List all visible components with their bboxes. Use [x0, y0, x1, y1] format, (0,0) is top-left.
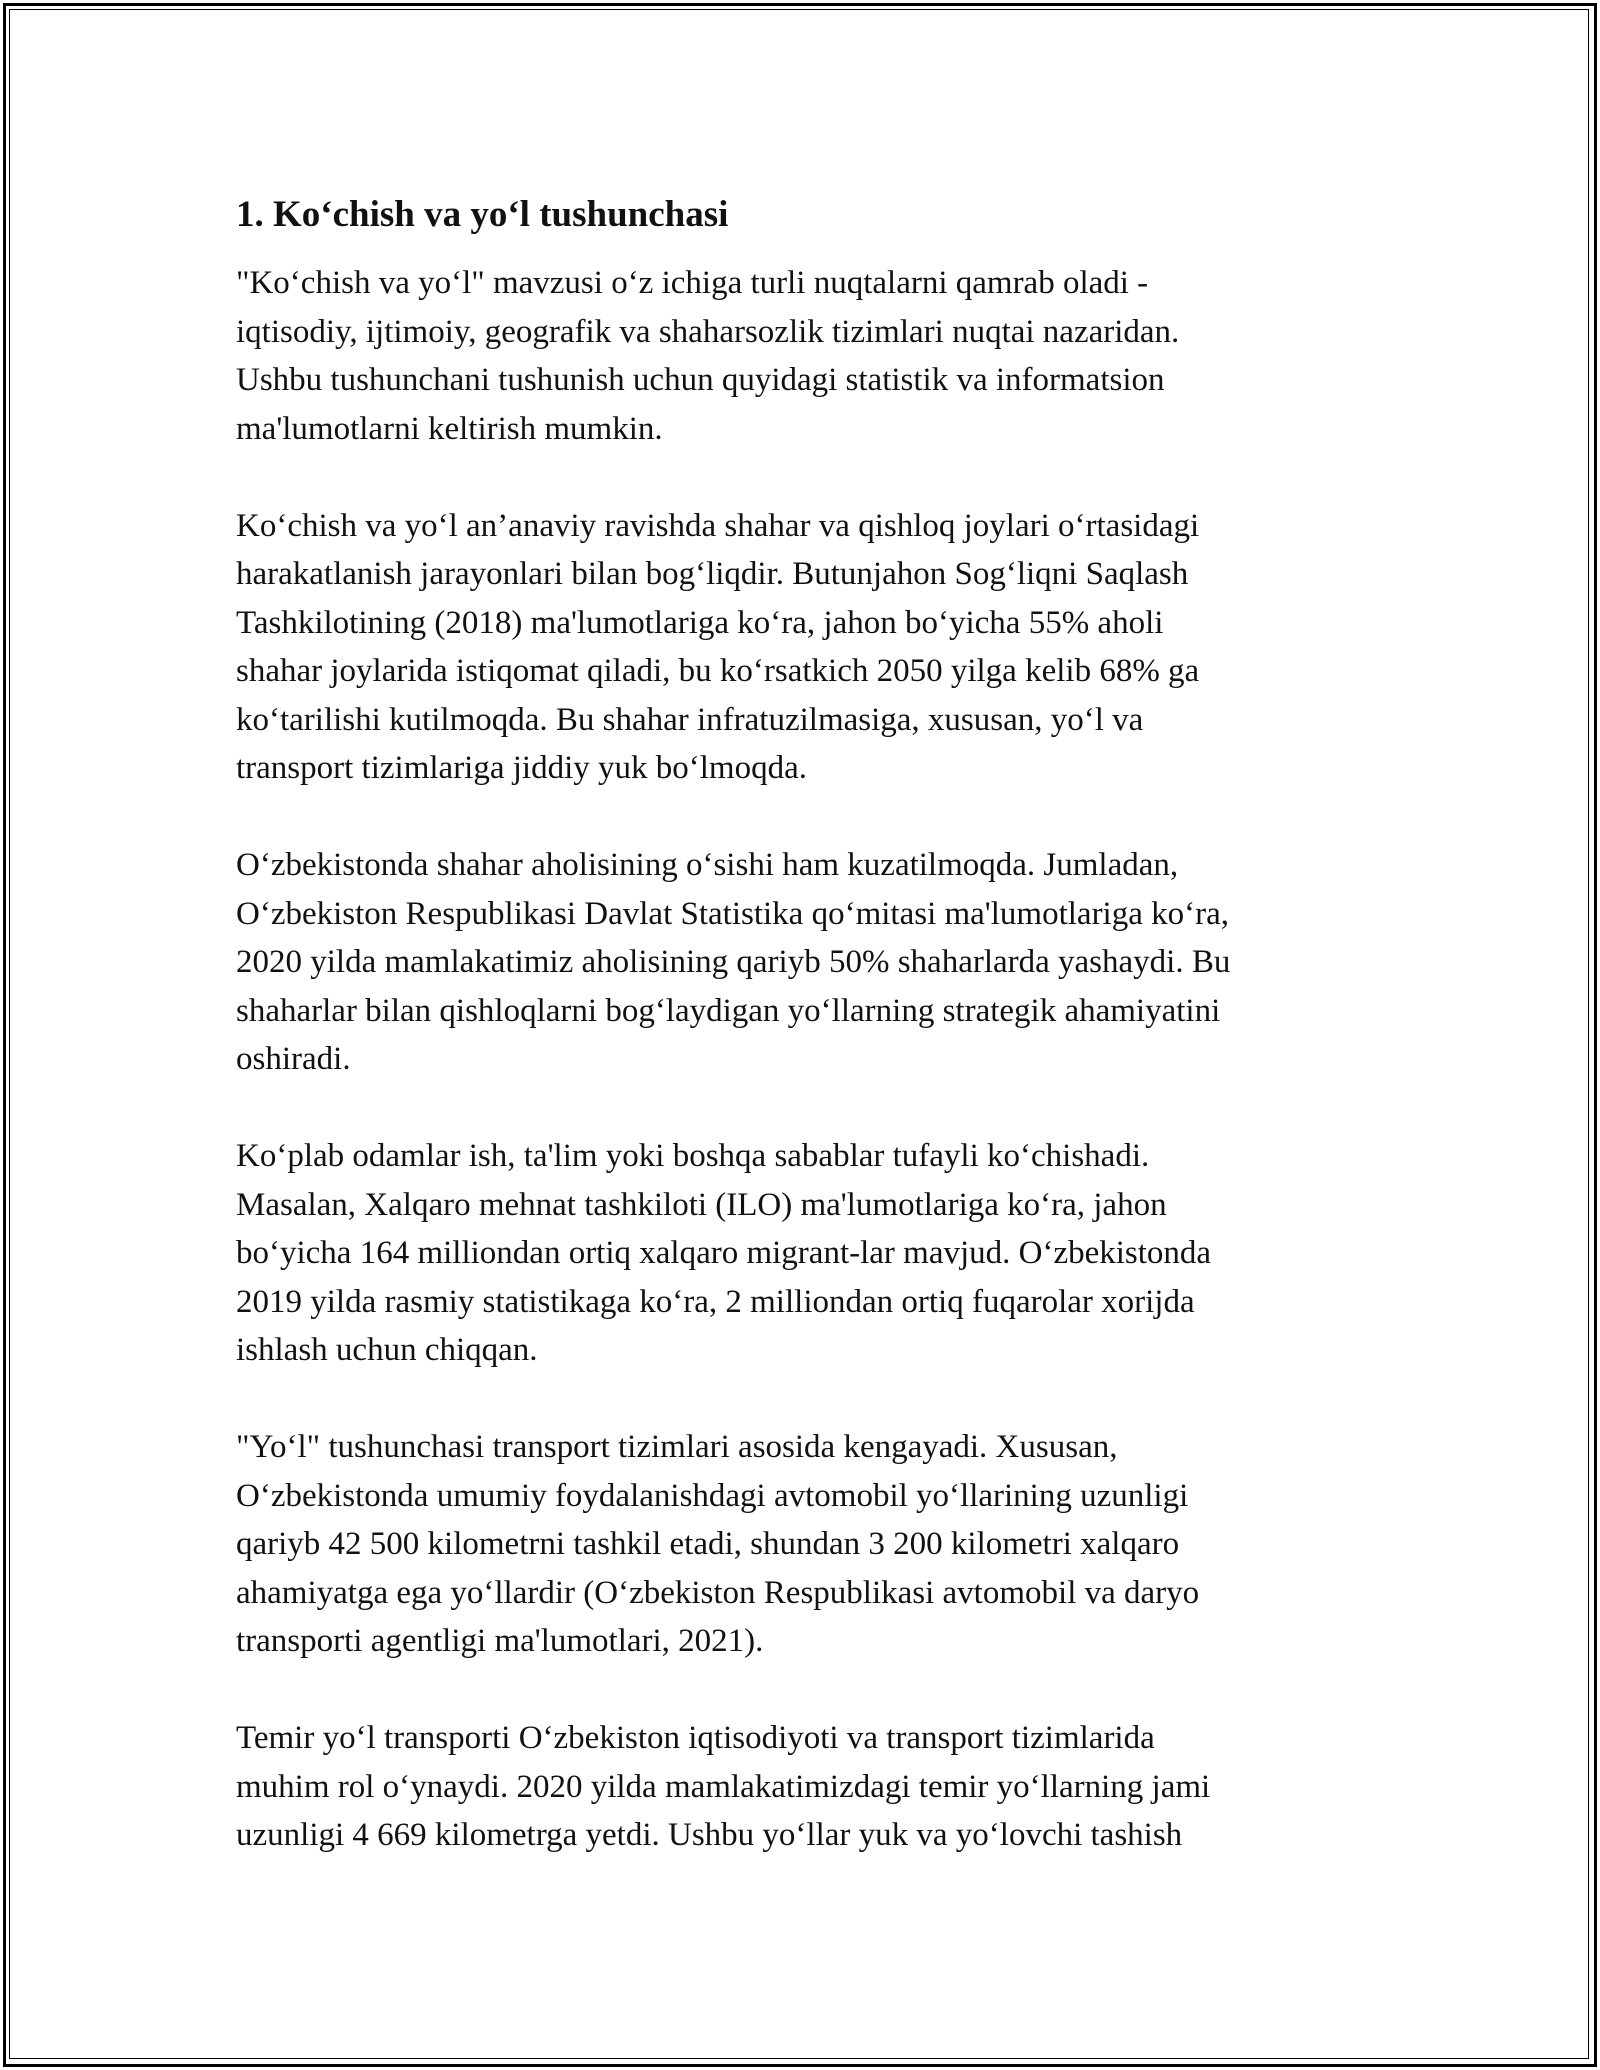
paragraph-railways	[236, 1714, 1356, 1860]
text-line: oshiradi.	[236, 1041, 351, 1077]
text-line: ko‘tarilishi kutilmoqda. Bu shahar infratuzilmasiga, xususan, yo‘l va	[236, 701, 1144, 738]
text-line: 2019 yilda rasmiy statistikaga ko‘ra, 2 milliondan ortiq fuqarolar xorijda	[236, 1283, 1195, 1320]
text-line: transporti agentligi ma'lumotlari, 2021).	[236, 1623, 764, 1659]
text-line: Ko‘plab odamlar ish, ta'lim yoki boshqa sabablar tufayli ko‘chishadi.	[236, 1138, 1150, 1174]
text-line: iqtisodiy, ijtimoiy, geografik va shaharsozlik tizimlari nuqtai nazaridan.	[236, 313, 1180, 350]
text-line: Ko‘chish va yo‘l an’anaviy ravishda shahar va qishloq joylari o‘rtasidagi	[236, 507, 1200, 544]
paragraph-migration	[236, 1132, 1356, 1375]
text-line: ma'lumotlarni keltirish mumkin.	[236, 410, 663, 447]
text-line: muhim rol o‘ynaydi. 2020 yilda mamlakatimizdagi temir yo‘llarning jami	[236, 1768, 1211, 1805]
paragraph-roads	[236, 1423, 1356, 1666]
text-line: uzunligi 4 669 kilometrga yetdi. Ushbu yo‘llar yuk va yo‘lovchi tashish	[236, 1817, 1183, 1853]
text-line: O‘zbekiston Respublikasi Davlat Statistika qo‘mitasi ma'lumotlariga ko‘ra,	[236, 895, 1229, 932]
text-line: shahar joylarida istiqomat qiladi, bu ko‘rsatkich 2050 yilga kelib 68% ga	[236, 653, 1200, 689]
paragraph-uzbekistan-urban	[236, 841, 1356, 1084]
document-body	[236, 183, 1356, 1908]
text-line: ishlash uchun chiqqan.	[236, 1332, 538, 1368]
text-line: qariyb 42 500 kilometrni tashkil etadi, shundan 3 200 kilometri xalqaro	[236, 1526, 1180, 1562]
text-line: Temir yo‘l transporti O‘zbekiston iqtisodiyoti va transport tizimlarida	[236, 1720, 1155, 1756]
text-line: bo‘yicha 164 milliondan ortiq xalqaro migrant-lar mavjud. O‘zbekistonda	[236, 1235, 1212, 1271]
paragraph-urbanization	[236, 502, 1356, 793]
text-line: transport tizimlariga jiddiy yuk bo‘lmoqda.	[236, 750, 807, 786]
text-line: "Ko‘chish va yo‘l" mavzusi o‘z ichiga turli nuqtalarni qamrab oladi -	[236, 265, 1149, 301]
text-line: O‘zbekistonda shahar aholisining o‘sishi ham kuzatilmoqda. Jumladan,	[236, 847, 1179, 883]
text-line: harakatlanish jarayonlari bilan bog‘liqdir. Butunjahon Sog‘liqni Saqlash	[236, 556, 1189, 592]
text-line: ahamiyatga ega yo‘llardir (O‘zbekiston Respublikasi avtomobil va daryo	[236, 1574, 1200, 1611]
text-line: 2020 yilda mamlakatimiz aholisining qariyb 50% shaharlarda yashaydi. Bu	[236, 944, 1231, 980]
text-line: shaharlar bilan qishloqlarni bog‘laydigan yo‘llarning strategik ahamiyatini	[236, 992, 1221, 1029]
text-line: O‘zbekistonda umumiy foydalanishdagi avtomobil yo‘llarining uzunligi	[236, 1477, 1189, 1514]
text-line: Ushbu tushunchani tushunish uchun quyidagi statistik va informatsion	[236, 362, 1165, 398]
text-line: "Yo‘l" tushunchasi transport tizimlari asosida kengayadi. Xususan,	[236, 1429, 1118, 1465]
section-heading: 1. Ko‘chish va yo‘l tushunchasi	[236, 194, 729, 235]
paragraph-intro	[236, 259, 1356, 453]
text-line: Tashkilotining (2018) ma'lumotlariga ko‘ra, jahon bo‘yicha 55% aholi	[236, 604, 1164, 641]
text-line: Masalan, Xalqaro mehnat tashkiloti (ILO) ma'lumotlariga ko‘ra, jahon	[236, 1186, 1167, 1223]
